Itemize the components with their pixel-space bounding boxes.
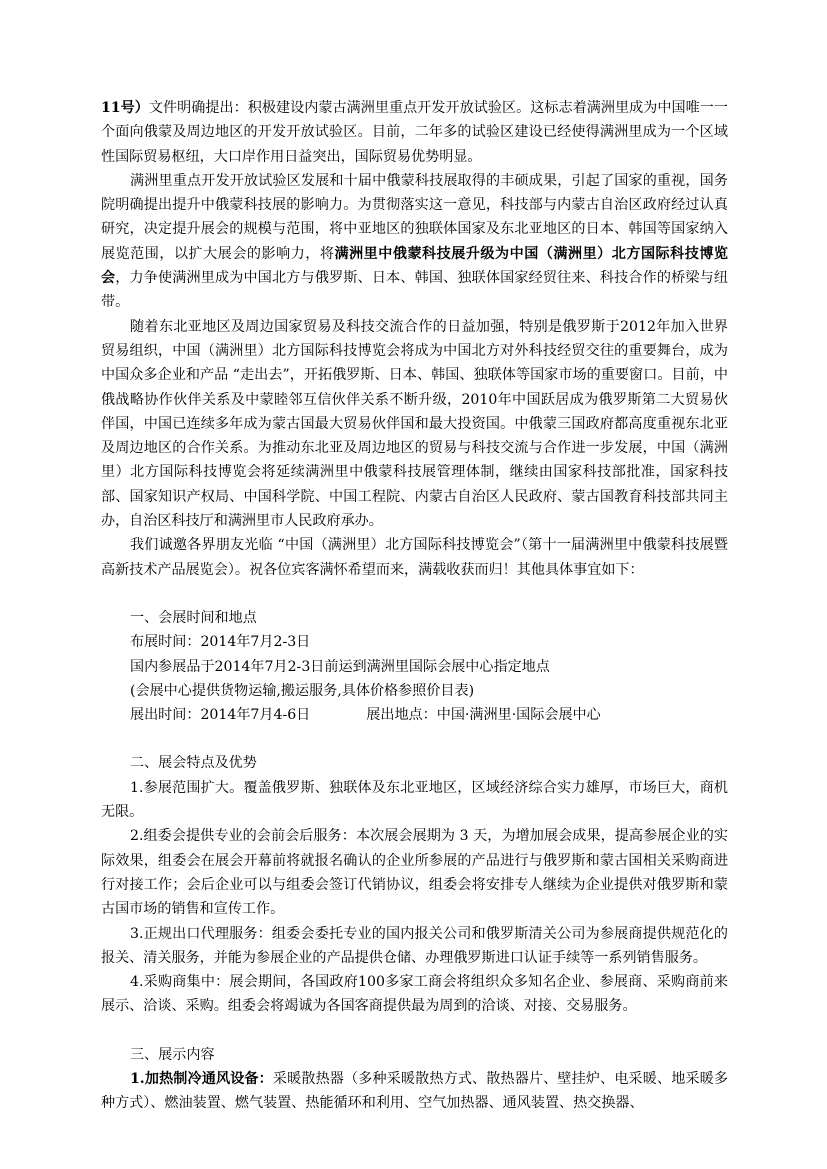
exhibit-time: 展出时间：2014年7月4-6日 (130, 707, 311, 724)
paragraph-2 (101, 169, 728, 315)
transport-note: (会展中心提供货物运输,搬运服务,具体价格参照价目表) (130, 682, 475, 699)
section-2-item-1: 1.参展范围扩大。覆盖俄罗斯、独联体及东北亚地区，区域经济综合实力雄厚，市场巨大，商机无限。 (101, 779, 728, 821)
section-3-item-1 (101, 1067, 728, 1116)
paragraph-4: 我们诚邀各界朋友光临 “中国（满洲里）北方国际科技博览会”（第十一届满洲里中俄蒙科技展暨高新技术产品展览会）。祝各位宾客满怀希望而来，满载收获而归！其他具体事宜如下： (101, 537, 728, 578)
section-2-item-3: 3.正规出口代理服务：组委会委托专业的国内报关公司和俄罗斯清关公司为参展商提供规范化的报关、清关服务，并能为参展企业的产品提供仓储、办理俄罗斯进口认证手续等一系列销售服务。 (101, 925, 728, 966)
paragraph-1-text: 文件明确提出：积极建设内蒙古满洲里重点开发开放试验区。这标志着满洲里成为中国唯一一个面向俄蒙及周边地区的开发开放试验区。目前，二年多的试验区建设已经使得满洲里成为一个区域性国际贸易枢纽，大口岸作用日益突出，国际贸易优势明显。 (101, 100, 728, 165)
document-page (101, 96, 728, 1116)
section-3-title: 三、展示内容 (130, 1046, 215, 1063)
section-3-item-1-text: 采暖散热器（多种采暖散热方式、散热器片、壁挂炉、电采暖、地采暖多种方式）、燃油装置、燃气装置、热能循环和利用、空气加热器、通风装置、热交换器、 (101, 1070, 728, 1112)
section-2-item-4: 4.采购商集中：展会期间，各国政府100多家工商会将组织众多知名企业、参展商、采购商前来展示、洽谈、采购。组委会将竭诚为各国客商提供最为周到的洽谈、对接、交易服务。 (101, 974, 728, 1015)
section-2-title: 二、展会特点及优势 (130, 755, 257, 772)
section-2-item-2: 2.组委会提供专业的会前会后服务：本次展会展期为 3 天，为增加展会成果，提高参展企业的实际效果，组委会在展会开幕前将就报名确认的企业所参展的产品进行与俄罗斯和蒙古国相关采购商进行对接工作；会后企业可以与组委会签订代销协议，组委会将安排专人继续为企业提供对俄罗斯和蒙古国市场的销售和宣传工作。 (101, 828, 728, 918)
exhibit-time-location (101, 703, 728, 727)
section-3-item-1-heading: 1.加热制冷通风设备： (130, 1070, 273, 1087)
setup-time: 布展时间：2014年7月2-3日 (130, 634, 311, 651)
paragraph-2-text-b: ，力争使满洲里成为中国北方与俄罗斯、日本、韩国、独联体国家经贸往来、科技合作的桥梁与纽带。 (101, 270, 729, 311)
paragraph-2-bold: 满洲里中俄蒙科技展升级为中国（满洲里）北方国际科技博览会 (101, 245, 729, 287)
doc-number: 11号） (101, 100, 149, 116)
paragraph-3: 随着东北亚地区及周边国家贸易及科技交流合作的日益加强，特别是俄罗斯于2012年加入世界贸易组织，中国（满洲里）北方国际科技博览会将成为中国北方对外科技经贸交往的重要舞台，成为中国众多企业和产品 “走出去”，开拓俄罗斯、日本、韩国、独联体等国家市场的重要窗口。目前，中俄战略协作伙伴关系及中蒙睦邻互信伙伴关系不断升级，2010年中国跃居成为俄罗斯第二大贸易伙伴国，中国已连续多年成为蒙古国最大贸易伙伴国和最大投资国。中俄蒙三国政府都高度重视东北亚及周边地区的合作关系。为推动东北亚及周边地区的贸易与科技交流与合作进一步发展，中国（满洲里）北方国际科技博览会将延续满洲里中俄蒙科技展管理体制，继续由国家科技部批准，国家科技部、国家知识产权局、中国科学院、中国工程院、内蒙古自治区人民政府、蒙古国教育科技部共同主办，自治区科技厅和满洲里市人民政府承办。 (101, 318, 728, 530)
shipping-note: 国内参展品于2014年7月2-3日前运到满洲里国际会展中心指定地点 (130, 658, 550, 675)
exhibit-location: 展出地点：中国·满洲里·国际会展中心 (366, 707, 601, 724)
section-1-title: 一、会展时间和地点 (130, 609, 257, 626)
paragraph-1 (101, 96, 728, 169)
paragraph-2-text-a: 满洲里重点开发开放试验区发展和十届中俄蒙科技展取得的丰硕成果，引起了国家的重视，国务院明确提出提升中俄蒙科技展的影响力。为贯彻落实这一意见，科技部与内蒙古自治区政府经过认真研究，决定提升展会的规模与范围，将中亚地区的独联体国家及东北亚地区的日本、韩国等国家纳入展览范围，以扩大展会的影响力，将 (101, 172, 728, 262)
